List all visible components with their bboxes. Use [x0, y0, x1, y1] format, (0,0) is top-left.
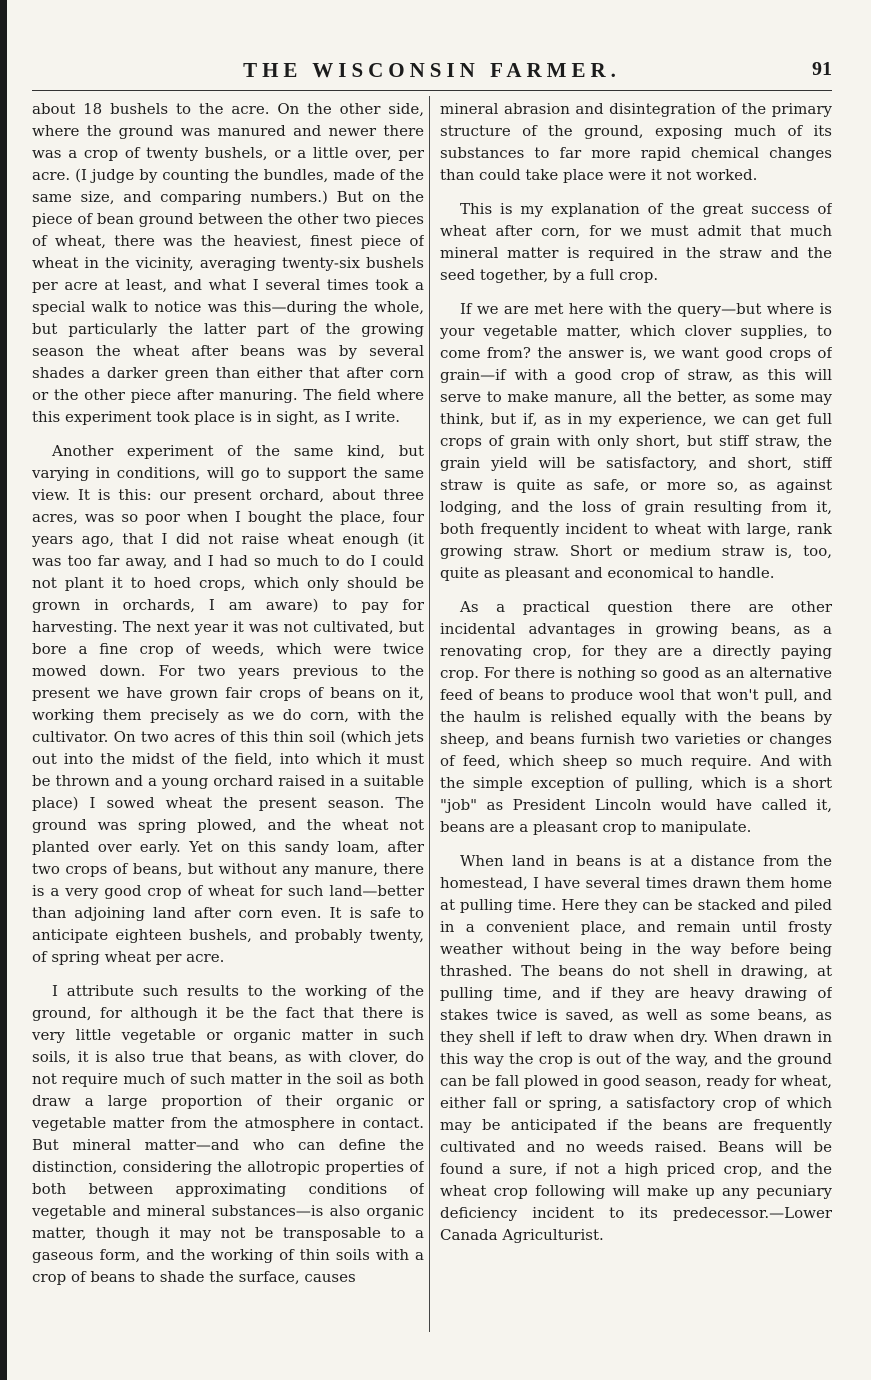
paragraph: I attribute such results to the working of the ground, for although it be the fact that there is very little vegetable or organic matter in such soils, it is also true that beans, as with clover, do not require much of such matter in the soil as both draw a large proportion of their organic or vegetable matter from the atmosphere in contact. But mineral matter—and who can define the distinction, considering the allotropic properties of both between approximating conditions of vegetable and mineral substances—is also organic matter, though it may not be transposable to a gaseous form, and the working of thin soils with a crop of beans to shade the surface, causes — [32, 982, 424, 1286]
right-column — [440, 98, 832, 1338]
paragraph: This is my explanation of the great success of wheat after corn, for we must admit that much mineral matter is required in the straw and the seed together, by a full crop. — [440, 200, 832, 284]
running-title: THE WISCONSIN FARMER. — [243, 58, 621, 82]
column-divider — [429, 96, 430, 1332]
page-header — [32, 58, 832, 88]
paragraph: When land in beans is at a distance from the homestead, I have several times drawn them home at pulling time. Here they can be stacked and piled in a convenient place, and remain until frosty weather without being in the way before being thrashed. The beans do not shell in drawing, at pulling time, and if they are heavy drawing of stakes twice is saved, as well as some beans, as they shell if left to draw when dry. When drawn in this way the crop is out of the way, and the ground can be fall plowed in good season, ready for wheat, either fall or spring, a satisfactory crop of which may be anticipated if the beans are frequently cultivated and no weeds raised. Beans will be found a sure, if not a high priced crop, and the wheat crop following will make up any pecuniary deficiency incident to its predecessor.—Lower Canada Agriculturist. — [440, 852, 832, 1244]
paragraph: If we are met here with the query—but where is your vegetable matter, which clover supplies, to come from? the answer is, we want good crops of grain—if with a good crop of straw, as this will serve to make manure, all the better, as some may think, but if, as in my experience, we can get full crops of grain with only short, but stiff straw, the grain yield will be satisfactory, and short, stiff straw is quite as safe, or more so, as against lodging, and the loss of grain resulting from it, both frequently incident to wheat with large, rank growing straw. Short or medium straw is, too, quite as pleasant and economical to handle. — [440, 300, 832, 582]
header-rule — [32, 90, 832, 91]
page-edge-rule — [0, 0, 7, 1380]
paragraph: Another experiment of the same kind, but varying in conditions, will go to support the same view. It is this: our present orchard, about three acres, was so poor when I bought the place, four years ago, that I did not raise wheat enough (it was too far away, and I had so much to do I could not plant it to hoed crops, which only should be grown in orchards, I am aware) to pay for harvesting. The next year it was not cultivated, but bore a fine crop of weeds, which were twice mowed down. For two years previous to the present we have grown fair crops of beans on it, working them precisely as we do corn, with the cultivator. On two acres of this thin soil (which jets out into the midst of the field, into which it must be thrown and a young orchard raised in a suitable place) I sowed wheat the present season. The ground was spring plowed, and the wheat not planted over early. Yet on this sandy loam, after two crops of beans, but without any manure, there is a very good crop of wheat for such land—better than adjoining land after corn even. It is safe to anticipate eighteen bushels, and probably twenty, of spring wheat per acre. — [32, 442, 424, 966]
page-number: 91 — [812, 58, 832, 80]
paragraph: about 18 bushels to the acre. On the other side, where the ground was manured and newer there was a crop of twenty bushels, or a little over, per acre. (I judge by counting the bundles, made of the same size, and comparing numbers.) But on the piece of bean ground between the other two pieces of wheat, there was the heaviest, finest piece of wheat in the vicinity, averaging twenty-six bushels per acre at least, and what I several times took a special walk to notice was this—during the whole, but particularly the latter part of the growing season the wheat after beans was by several shades a darker green than either that after corn or the other piece after manuring. The field where this experiment took place is in sight, as I write. — [32, 100, 424, 426]
paragraph: mineral abrasion and disintegration of the primary structure of the ground, exposing much of its substances to far more rapid chemical changes than could take place were it not worked. — [440, 100, 832, 184]
paragraph: As a practical question there are other incidental advantages in growing beans, as a renovating crop, for they are a directly paying crop. For there is nothing so good as an alternative feed of beans to produce wool that won't pull, and the haulm is relished equally with the beans by sheep, and beans furnish two varieties or changes of feed, which sheep so much require. And with the simple exception of pulling, which is a short "job" as President Lincoln would have called it, beans are a pleasant crop to manipulate. — [440, 598, 832, 836]
left-column — [32, 98, 424, 1338]
